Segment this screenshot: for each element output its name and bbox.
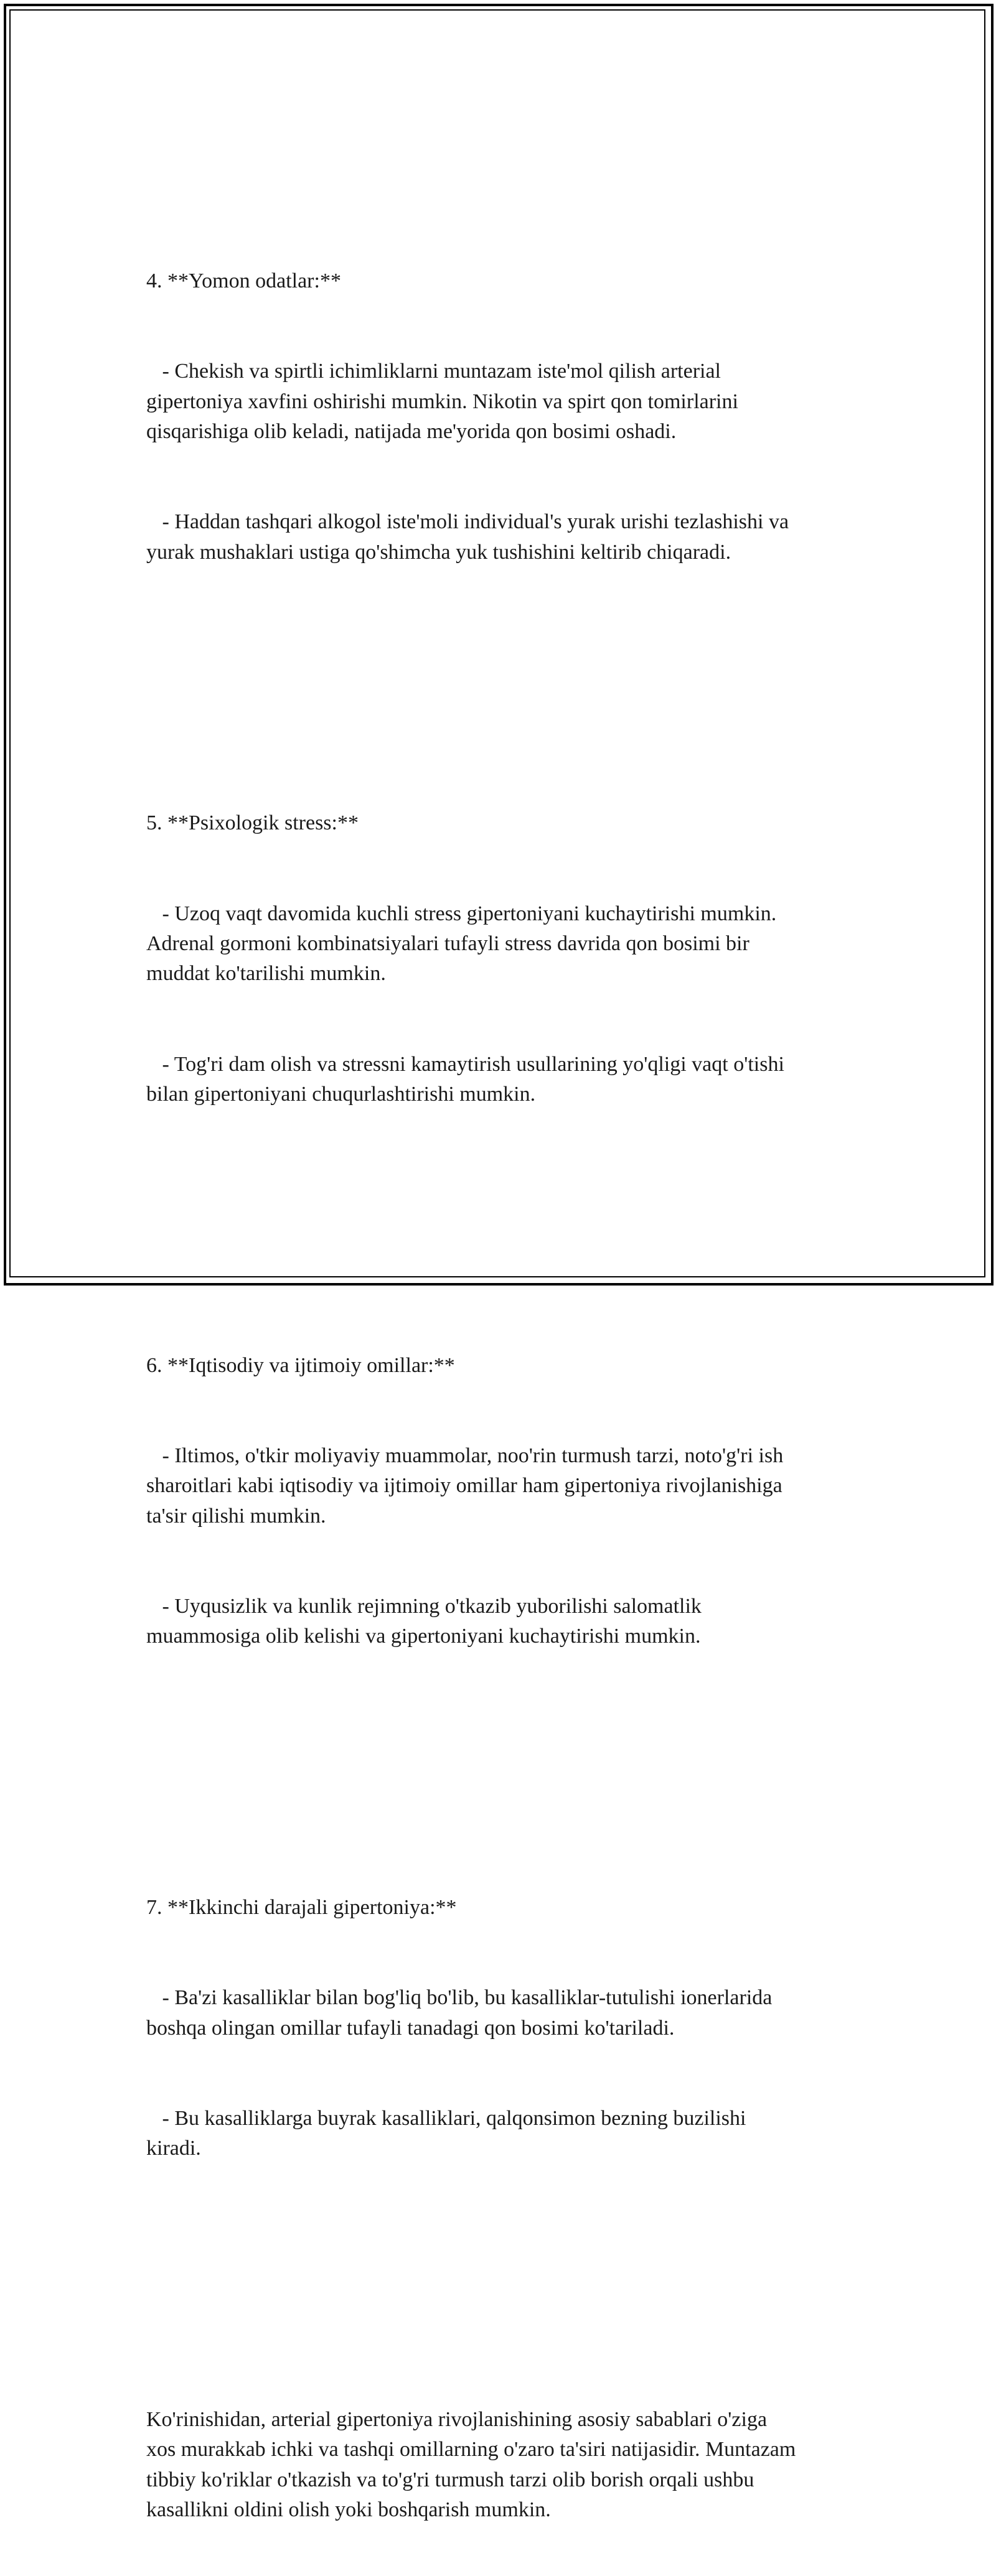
document-body — [146, 116, 856, 2576]
section-heading: 4. **Yomon odatlar:** — [146, 269, 341, 293]
section-heading: 7. **Ikkinchi darajali gipertoniya:** — [146, 1895, 457, 1919]
bullet-item: - Chekish va spirtli ichimliklarni muntazam iste'mol qilish arterial gipertoniya xavfini oshirishi mumkin. Nikotin va spirt qon tomirlarini qisqarishiga olib keladi, natijada me'yorida qon bosimi oshadi. — [146, 360, 738, 444]
bullet-item: - Uyqusizlik va kunlik rejimning o'tkazib yuborilishi salomatlik muammosiga olib kelishi va gipertoniyani kuchaytirishi mumkin. — [146, 1594, 702, 1648]
section-heading: 5. **Psixologik stress:** — [146, 811, 359, 835]
section-bad-habits — [146, 206, 856, 628]
bullet-item: - Tog'ri dam olish va stressni kamaytirish usullarining yo'qligi vaqt o'tishi bilan gipertoniyani chuqurlashtirishi mumkin. — [146, 1052, 784, 1106]
bullet-item: - Bu kasalliklarga buyrak kasalliklari, qalqonsimon bezning buzilishi kiradi. — [146, 2106, 746, 2160]
section-secondary-hypertension — [146, 1832, 856, 2224]
section-heading: 6. **Iqtisodiy va ijtimoiy omillar:** — [146, 1353, 455, 1377]
bullet-item: - Haddan tashqari alkogol iste'moli individual's yurak urishi tezlashishi va yurak mushaklari ustiga qo'shimcha yuk tushishini keltirib chiqaradi. — [146, 510, 789, 564]
bullet-item: - Ba'zi kasalliklar bilan bog'liq bo'lib, bu kasalliklar-tutulishi ionerlarida boshqa olingan omillar tufayli tanadagi qon bosimi ko'tariladi. — [146, 1986, 773, 2040]
bullet-item: - Uzoq vaqt davomida kuchli stress gipertoniyani kuchaytirishi mumkin. Adrenal gormoni kombinatsiyalari tufayli stress davrida qon bosimi bir muddat ko'tarilishi mumkin. — [146, 902, 777, 986]
section-psychological-stress — [146, 749, 856, 1170]
section-economic-social-factors — [146, 1290, 856, 1712]
conclusion-paragraph: Ko'rinishidan, arterial gipertoniya rivojlanishining asosiy sabablari o'ziga xos murakkab ichki va tashqi omillarning o'zaro ta'siri natijasidir. Muntazam tibbiy ko'riklar o'tkazish va to'g'ri turmush tarzi olib borish orqali ushbu kasallikni oldini olish yoki boshqarish mumkin. — [146, 2407, 796, 2522]
conclusion-section — [146, 2345, 856, 2576]
bullet-item: - Iltimos, o'tkir moliyaviy muammolar, noo'rin turmush tarzi, noto'g'ri ish sharoitlari kabi iqtisodiy va ijtimoiy omillar ham gipertoniya rivojlanishiga ta'sir qilishi mumkin. — [146, 1444, 784, 1528]
